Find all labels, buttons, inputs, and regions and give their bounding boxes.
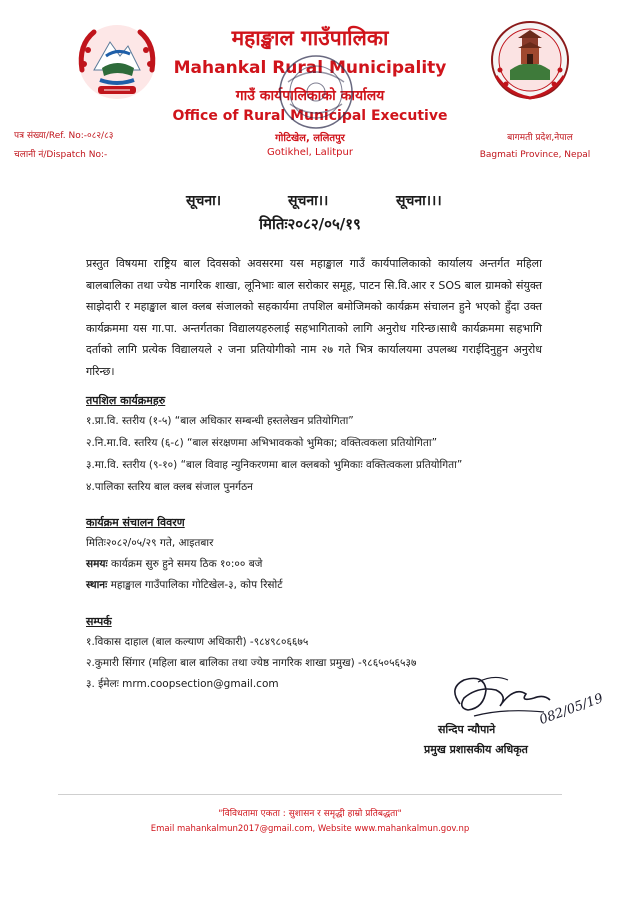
contact-line: १.विकास दाहाल (बाल कल्याण अधिकारी) -९८४९८०६६७५ <box>86 636 309 648</box>
footer-divider <box>58 794 562 795</box>
office-title-np: गाउँ कार्यपालिकाको कार्यालय <box>235 88 385 104</box>
address-en: Gotikhel, Lalitpur <box>267 147 353 158</box>
notice-word-1: सूचना। <box>186 193 222 209</box>
email-label: ३. ईमेलः <box>86 678 119 690</box>
signatory-name: सन्दिप न्यौपाने <box>438 723 496 736</box>
schedule-place <box>86 578 283 592</box>
schedule-time <box>86 557 262 571</box>
footer-motto: "विविधतामा एकता : सुशासन र समृद्धी हाम्रो प्रतिबद्धता" <box>218 809 402 819</box>
programs-heading: तपशिल कार्यक्रमहरु <box>86 394 166 407</box>
email-link[interactable]: mrm.coopsection@gmail.com <box>122 678 279 690</box>
reference-number: पत्र संख्या/Ref. No:-०८२/८३ <box>14 131 114 141</box>
time-label: समयः <box>86 558 108 570</box>
program-item: ३.मा.वि. स्तरीय (९-१०) “बाल विवाह न्युनिकरणमा बाल क्लबको भुमिकाः वक्तित्वकला प्रतियोगिता” <box>86 459 463 471</box>
place-label: स्थानः <box>86 579 108 591</box>
province-en: Bagmati Province, Nepal <box>479 150 591 160</box>
signatory-title: प्रमुख प्रशासकीय अधिकृत <box>424 743 528 756</box>
contact-email-line <box>86 677 279 691</box>
program-item: १.प्रा.वि. स्तरीय (१-५) “बाल अधिकार सम्बन्धी हस्तलेखन प्रतियोगिता” <box>86 415 354 427</box>
contact-line: २.कुमारी सिंगार (महिला बाल बालिका तथा ज्येष्ठ नागरिक शाखा प्रमुख) -९८६५०५६५३७ <box>86 657 417 669</box>
handwritten-date: 082/05/19 <box>537 691 606 728</box>
footer-contact: Email mahankalmun2017@gmail.com, Website www.mahankalmun.gov.np <box>150 824 470 834</box>
program-item: २.नि.मा.वि. स्तरिय (६-८) “बाल संरक्षणमा अभिभावकको भुमिका; वक्तित्वकला प्रतियोगिता” <box>86 437 438 449</box>
province-np: बागमती प्रदेश,नेपाल <box>507 133 573 143</box>
schedule-heading: कार्यक्रम संचालन विवरण <box>86 516 185 529</box>
dispatch-number: चलानी नं/Dispatch No:- <box>14 150 108 160</box>
notice-date: मितिः२०८२/०५/१९ <box>259 215 361 233</box>
place-value: महाङ्खाल गाउँपालिका गोटिखेल-३, कोप रिसोर्ट <box>110 579 283 591</box>
notice-body-paragraph: प्रस्तुत विषयमा राष्ट्रिय बाल दिवसको अवसरमा यस महाङ्खाल गाउँ कार्यपालिकाको कार्यालय अन्तर्गत महिला बालबालिका तथा ज्येष्ठ नागरिक शाखा, लूनिभाः बाल सरोकार समूह, पाटन सि.वि.आर र SOS बाल ग्रामको संयुक्त साझेदारी र महाङ्खाल बाल क्लब संजालको सहकार्यमा तपशिल बमोजिमको कार्यक्रम संचालन हुने भएको हुँदा उक्त कार्यक्रममा यस गा.पा. अन्तर्गतका विद्यालयहरुलाई सहभागिताको लागि अनुरोध गरिन्छ।साथै कार्यक्रममा सहभागि दर्ताको लागि प्रत्येक विद्यालयले २ जना प्रतियोगीको नाम २७ गते भित्र कार्यालयमा उपलब्ध गराईदिनुहुन अनुरोध गरिन्छ। <box>86 257 542 378</box>
program-item: ४.पालिका स्तरिय बाल क्लब संजाल पुनर्गठन <box>86 481 253 493</box>
office-title-en: Office of Rural Municipal Executive <box>172 108 448 124</box>
schedule-date: मितिः२०८२/०५/२९ गते, आइतबार <box>86 537 214 549</box>
office-stamp <box>276 52 356 132</box>
municipality-title-en: Mahankal Rural Municipality <box>173 58 447 78</box>
notice-word-3: सूचना।।। <box>396 193 442 209</box>
municipality-title-np: महाङ्खाल गाउँपालिका <box>231 26 389 50</box>
contact-heading: सम्पर्क <box>86 615 112 628</box>
address-np: गोटिखेल, ललितपुर <box>275 133 345 144</box>
time-value: कार्यक्रम सुरु हुने समय ठिक १०:०० बजे <box>110 558 263 570</box>
notice-word-2: सूचना।। <box>288 193 329 209</box>
